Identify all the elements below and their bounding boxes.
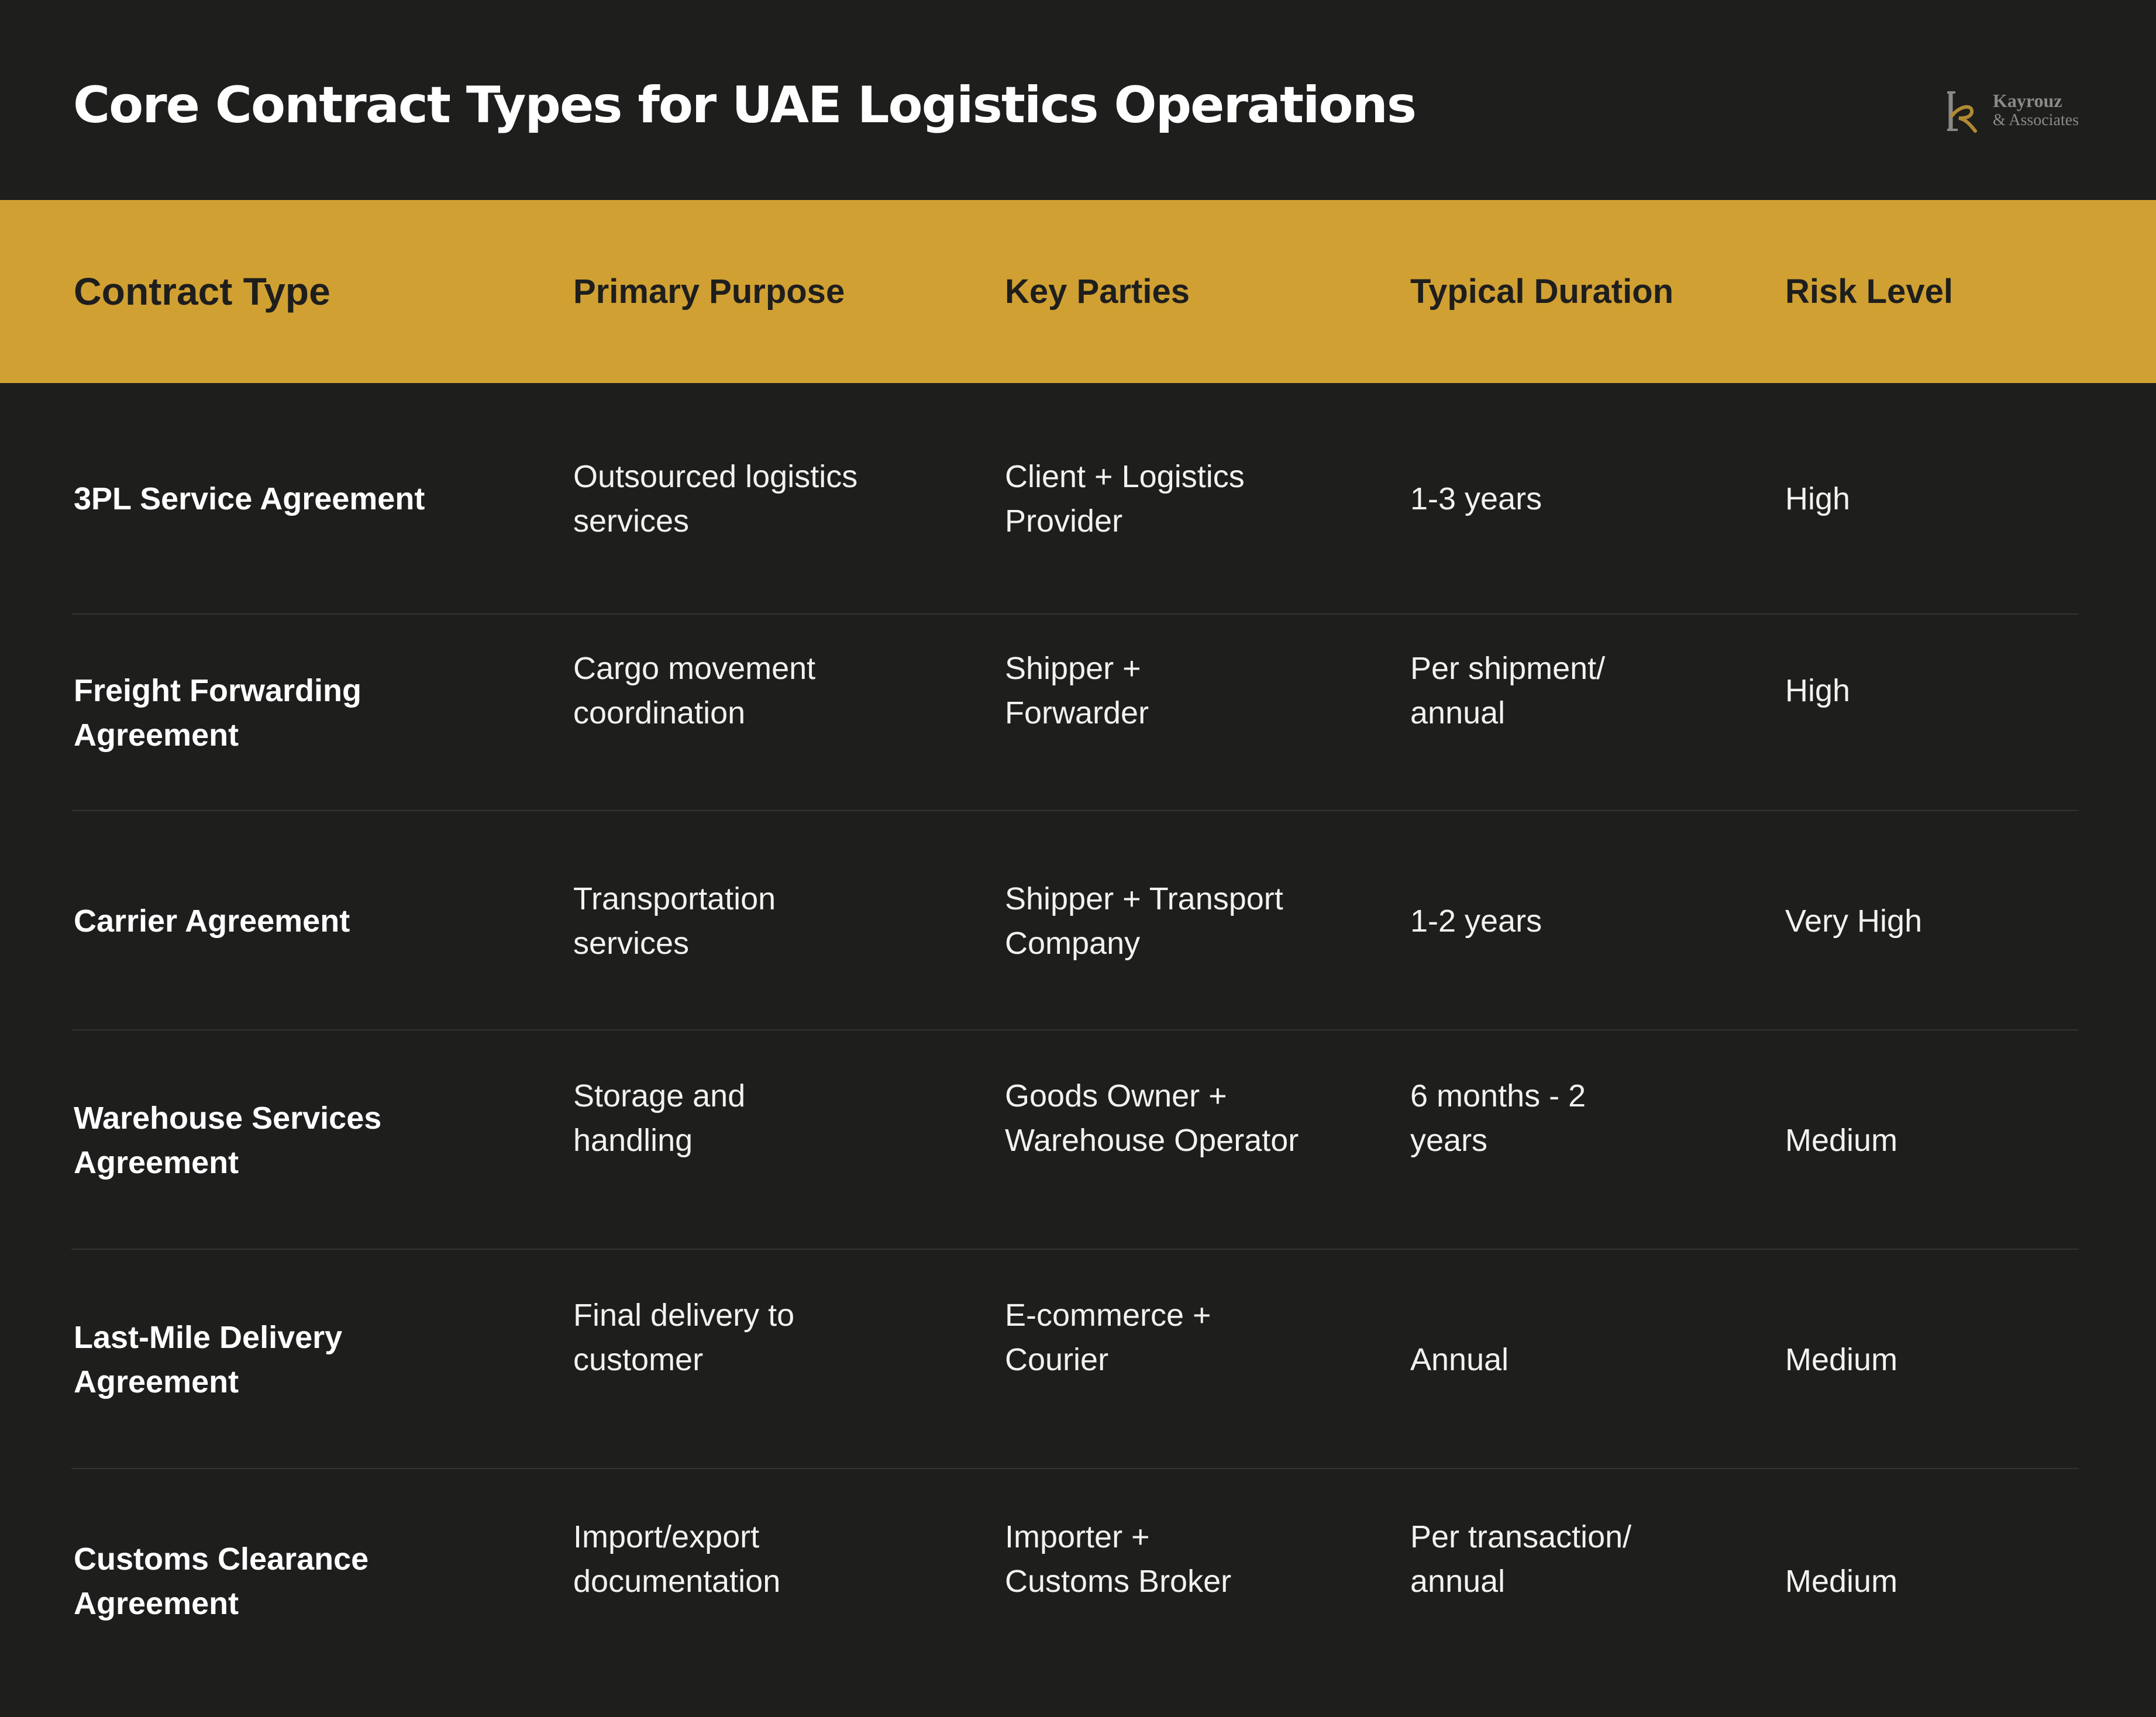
cell-line: coordination bbox=[573, 695, 746, 730]
cell-primary-purpose bbox=[573, 811, 924, 1030]
cell-line: documentation bbox=[573, 1564, 781, 1599]
cell-line: years bbox=[1410, 1122, 1488, 1158]
cell-typical-duration bbox=[1410, 383, 1685, 615]
cell-typical-duration bbox=[1410, 811, 1685, 1030]
cell-typical-duration bbox=[1410, 1447, 1685, 1671]
cell-line: Courier bbox=[1005, 1342, 1109, 1377]
cell-line: Transportation bbox=[573, 881, 776, 916]
cell-typical-duration bbox=[1410, 1250, 1685, 1469]
cell-line: Very High bbox=[1785, 903, 1923, 939]
cell-line: Customs Clearance bbox=[74, 1542, 369, 1577]
cell-risk-level bbox=[1785, 1250, 2078, 1469]
cell-line: Per transaction/ bbox=[1410, 1519, 1632, 1554]
cell-risk-level bbox=[1785, 592, 2078, 789]
table-row bbox=[0, 1469, 2156, 1694]
cell-line: High bbox=[1785, 673, 1851, 708]
table-row bbox=[0, 1250, 2156, 1469]
logo-name: Kayrouz bbox=[1993, 90, 2062, 111]
cell-key-parties bbox=[1005, 592, 1356, 789]
cell-line: Customs Broker bbox=[1005, 1564, 1232, 1599]
k-monogram-icon bbox=[1945, 89, 1990, 133]
cell-line: services bbox=[573, 925, 690, 961]
cell-line: 1-3 years bbox=[1410, 481, 1542, 516]
brand-logo bbox=[1945, 88, 2085, 135]
cell-line: services bbox=[573, 504, 690, 539]
cell-line: Shipper + bbox=[1005, 651, 1141, 686]
cell-line: Shipper + Transport bbox=[1005, 881, 1283, 916]
cell-line: High bbox=[1785, 481, 1851, 516]
header-primary-purpose: Primary Purpose bbox=[573, 273, 845, 311]
cell-line: annual bbox=[1410, 1564, 1506, 1599]
cell-line: Forwarder bbox=[1005, 695, 1149, 730]
cell-risk-level bbox=[1785, 383, 2078, 615]
cell-line: Agreement bbox=[74, 1144, 239, 1180]
cell-line: Import/export bbox=[573, 1519, 760, 1554]
cell-line: Company bbox=[1005, 925, 1141, 961]
cell-line: Storage and bbox=[573, 1078, 746, 1113]
cell-primary-purpose bbox=[573, 1228, 924, 1447]
cell-line: Provider bbox=[1005, 504, 1123, 539]
cell-line: Last-Mile Delivery bbox=[74, 1319, 343, 1355]
cell-line: customer bbox=[573, 1342, 704, 1377]
header-key-parties: Key Parties bbox=[1005, 273, 1190, 311]
cell-typical-duration bbox=[1410, 1008, 1685, 1228]
cell-primary-purpose bbox=[573, 592, 924, 789]
cell-line: 1-2 years bbox=[1410, 903, 1542, 939]
cell-line: Per shipment/ bbox=[1410, 651, 1606, 686]
page-title: Core Contract Types for UAE Logistics Operations bbox=[73, 76, 1416, 135]
cell-line: Medium bbox=[1785, 1342, 1898, 1377]
table-row bbox=[0, 615, 2156, 811]
cell-line: Agreement bbox=[74, 1586, 239, 1621]
cell-line: E-commerce + bbox=[1005, 1297, 1211, 1333]
cell-contract-type bbox=[74, 383, 483, 615]
table-row bbox=[0, 383, 2156, 615]
cell-line: Goods Owner + bbox=[1005, 1078, 1227, 1113]
cell-line: Cargo movement bbox=[573, 651, 816, 686]
cell-key-parties bbox=[1005, 1228, 1356, 1447]
cell-contract-type bbox=[74, 811, 483, 1030]
header-typical-duration: Typical Duration bbox=[1410, 273, 1674, 311]
cell-line: Outsourced logistics bbox=[573, 459, 858, 494]
cell-line: Medium bbox=[1785, 1564, 1898, 1599]
cell-contract-type bbox=[74, 1250, 483, 1469]
cell-risk-level bbox=[1785, 1030, 2078, 1250]
cell-line: Annual bbox=[1410, 1342, 1509, 1377]
cell-line: Importer + bbox=[1005, 1519, 1150, 1554]
cell-line: Warehouse Operator bbox=[1005, 1122, 1299, 1158]
cell-key-parties bbox=[1005, 1447, 1356, 1671]
header-contract-type: Contract Type bbox=[74, 270, 330, 313]
cell-line: Agreement bbox=[74, 1364, 239, 1399]
cell-line: Client + Logistics bbox=[1005, 459, 1245, 494]
cell-risk-level bbox=[1785, 1469, 2078, 1694]
table-header bbox=[0, 200, 2156, 383]
cell-line: 3PL Service Agreement bbox=[74, 481, 425, 516]
cell-line: Medium bbox=[1785, 1122, 1898, 1158]
cell-primary-purpose bbox=[573, 1008, 924, 1228]
cell-line: Freight Forwarding bbox=[74, 673, 361, 708]
cell-line: Warehouse Services bbox=[74, 1100, 382, 1136]
cell-line: handling bbox=[573, 1122, 693, 1158]
cell-key-parties bbox=[1005, 383, 1356, 615]
table-row bbox=[0, 1030, 2156, 1250]
cell-primary-purpose bbox=[573, 1447, 924, 1671]
cell-contract-type bbox=[74, 1469, 483, 1694]
cell-risk-level bbox=[1785, 811, 2078, 1030]
cell-line: 6 months - 2 bbox=[1410, 1078, 1586, 1113]
cell-typical-duration bbox=[1410, 592, 1685, 789]
logo-subtitle: & Associates bbox=[1993, 111, 2079, 129]
table-row bbox=[0, 811, 2156, 1030]
cell-key-parties bbox=[1005, 1008, 1356, 1228]
cell-line: annual bbox=[1410, 695, 1506, 730]
header-risk-level: Risk Level bbox=[1785, 273, 1953, 311]
cell-contract-type bbox=[74, 615, 483, 811]
cell-key-parties bbox=[1005, 811, 1356, 1030]
cell-contract-type bbox=[74, 1030, 483, 1250]
cell-line: Agreement bbox=[74, 718, 239, 753]
cell-line: Carrier Agreement bbox=[74, 903, 350, 939]
cell-line: Final delivery to bbox=[573, 1297, 795, 1333]
cell-primary-purpose bbox=[573, 383, 924, 615]
